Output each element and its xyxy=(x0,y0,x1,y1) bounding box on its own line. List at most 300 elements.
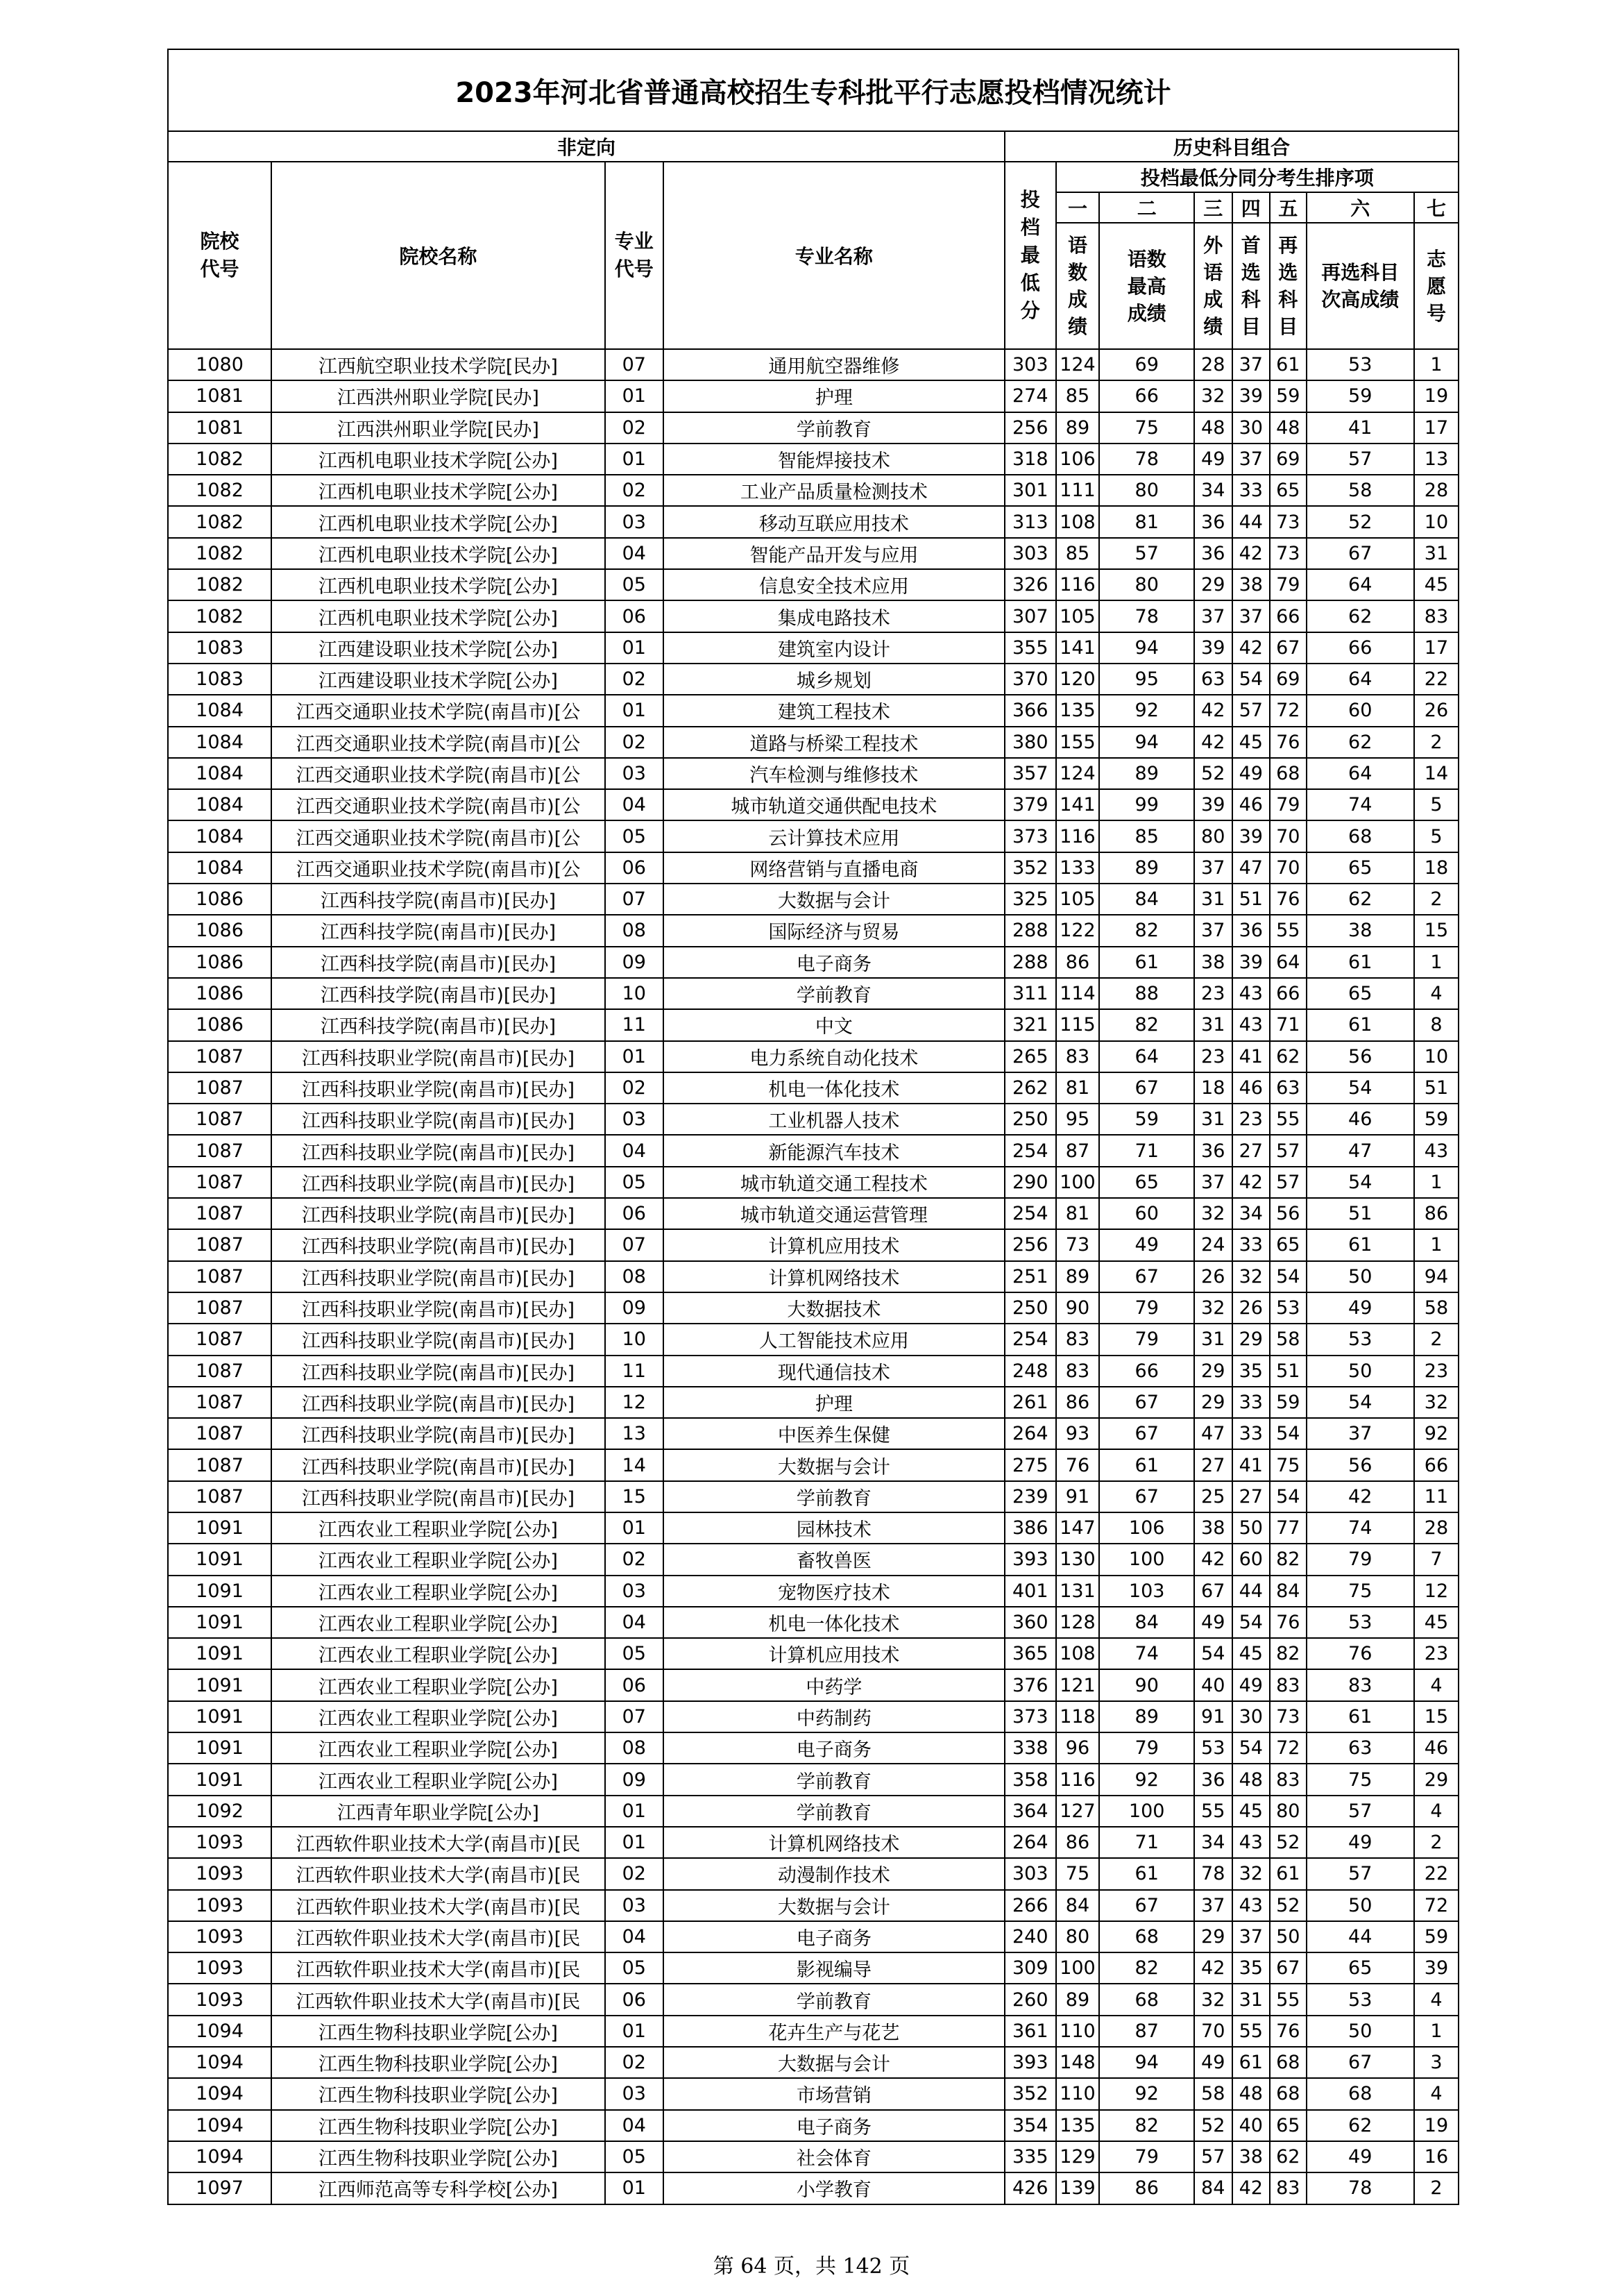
preference-number: 14 xyxy=(1414,758,1459,789)
major-code: 01 xyxy=(605,380,663,412)
major-name: 计算机应用技术 xyxy=(663,1229,1005,1260)
chinese-math-highest: 82 xyxy=(1099,915,1193,946)
chinese-math-highest: 84 xyxy=(1099,884,1193,915)
second-choice-score: 79 xyxy=(1270,789,1306,820)
min-score: 426 xyxy=(1005,2172,1055,2204)
first-choice-score: 49 xyxy=(1232,1669,1271,1700)
major-name: 智能焊接技术 xyxy=(663,444,1005,475)
table-row xyxy=(168,1512,1459,1544)
first-choice-score: 33 xyxy=(1232,1387,1271,1418)
min-score: 309 xyxy=(1005,1952,1055,1984)
major-name: 城乡规划 xyxy=(663,664,1005,695)
table-row xyxy=(168,1261,1459,1292)
chinese-math-highest: 82 xyxy=(1099,2110,1193,2141)
school-name: 江西机电职业技术学院[公办] xyxy=(271,444,605,475)
major-code: 01 xyxy=(605,1796,663,1827)
second-choice-score: 77 xyxy=(1270,1512,1306,1544)
second-choice-score: 82 xyxy=(1270,1544,1306,1575)
second-choice-score: 62 xyxy=(1270,1041,1306,1072)
foreign-language-score: 38 xyxy=(1194,947,1232,978)
foreign-language-score: 53 xyxy=(1194,1732,1232,1764)
table-row xyxy=(168,1764,1459,1795)
school-code: 1084 xyxy=(168,727,271,758)
foreign-language-score: 42 xyxy=(1194,695,1232,726)
school-code: 1084 xyxy=(168,695,271,726)
school-code: 1087 xyxy=(168,1261,271,1292)
chinese-math-score: 116 xyxy=(1056,1764,1100,1795)
second-choice-score: 61 xyxy=(1270,1858,1306,1889)
second-choice-score: 83 xyxy=(1270,1669,1306,1700)
preference-number: 7 xyxy=(1414,1544,1459,1575)
chinese-math-score: 110 xyxy=(1056,2078,1100,2109)
preference-number: 28 xyxy=(1414,475,1459,506)
chinese-math-highest: 49 xyxy=(1099,1229,1193,1260)
table-row xyxy=(168,1387,1459,1418)
min-score: 307 xyxy=(1005,600,1055,632)
table-row xyxy=(168,2110,1459,2141)
first-choice-score: 43 xyxy=(1232,1827,1271,1858)
chinese-math-score: 89 xyxy=(1056,1984,1100,2015)
major-name: 花卉生产与花艺 xyxy=(663,2016,1005,2047)
second-choice-score: 54 xyxy=(1270,1418,1306,1449)
school-name: 江西建设职业技术学院[公办] xyxy=(271,632,605,664)
foreign-language-score: 49 xyxy=(1194,1607,1232,1638)
major-name: 动漫制作技术 xyxy=(663,1858,1005,1889)
section-non-directed: 非定向 xyxy=(168,131,1005,162)
major-name: 学前教育 xyxy=(663,412,1005,444)
table-row xyxy=(168,1229,1459,1260)
school-name: 江西软件职业技术大学(南昌市)[民 xyxy=(271,1984,605,2015)
second-choice-score: 73 xyxy=(1270,1701,1306,1732)
second-subject-next-high: 41 xyxy=(1307,412,1414,444)
min-score: 373 xyxy=(1005,1701,1055,1732)
foreign-language-score: 54 xyxy=(1194,1638,1232,1669)
school-name: 江西交通职业技术学院(南昌市)[公 xyxy=(271,852,605,884)
min-score: 303 xyxy=(1005,349,1055,380)
first-choice-score: 57 xyxy=(1232,695,1271,726)
major-code: 06 xyxy=(605,1984,663,2015)
second-choice-score: 67 xyxy=(1270,632,1306,664)
major-name: 市场营销 xyxy=(663,2078,1005,2109)
first-choice-score: 34 xyxy=(1232,1198,1271,1229)
first-choice-score: 38 xyxy=(1232,569,1271,600)
min-score: 254 xyxy=(1005,1198,1055,1229)
min-score: 393 xyxy=(1005,2047,1055,2078)
school-code: 1086 xyxy=(168,915,271,946)
school-name: 江西软件职业技术大学(南昌市)[民 xyxy=(271,1921,605,1952)
preference-number: 4 xyxy=(1414,2078,1459,2109)
first-choice-score: 61 xyxy=(1232,2047,1271,2078)
second-subject-next-high: 83 xyxy=(1307,1669,1414,1700)
chinese-math-highest: 89 xyxy=(1099,852,1193,884)
header-tiebreak-group: 投档最低分同分考生排序项 xyxy=(1056,162,1459,192)
first-choice-score: 39 xyxy=(1232,380,1271,412)
table-row xyxy=(168,2016,1459,2047)
school-name: 江西农业工程职业学院[公办] xyxy=(271,1764,605,1795)
chinese-math-score: 108 xyxy=(1056,1638,1100,1669)
school-code: 1081 xyxy=(168,380,271,412)
foreign-language-score: 39 xyxy=(1194,632,1232,664)
table-row xyxy=(168,1041,1459,1072)
major-name: 大数据技术 xyxy=(663,1292,1005,1324)
second-choice-score: 55 xyxy=(1270,915,1306,946)
first-choice-score: 45 xyxy=(1232,1638,1271,1669)
chinese-math-score: 81 xyxy=(1056,1198,1100,1229)
second-choice-score: 65 xyxy=(1270,1229,1306,1260)
school-name: 江西交通职业技术学院(南昌市)[公 xyxy=(271,727,605,758)
table-row xyxy=(168,444,1459,475)
school-code: 1082 xyxy=(168,569,271,600)
table-row xyxy=(168,1732,1459,1764)
school-code: 1094 xyxy=(168,2078,271,2109)
min-score: 335 xyxy=(1005,2141,1055,2172)
foreign-language-score: 42 xyxy=(1194,727,1232,758)
school-name: 江西农业工程职业学院[公办] xyxy=(271,1669,605,1700)
chinese-math-score: 128 xyxy=(1056,1607,1100,1638)
header-rank-5: 五 xyxy=(1270,192,1306,223)
school-code: 1097 xyxy=(168,2172,271,2204)
first-choice-score: 44 xyxy=(1232,506,1271,537)
first-choice-score: 45 xyxy=(1232,727,1271,758)
table-row xyxy=(168,1607,1459,1638)
header-rank-1: 一 xyxy=(1056,192,1100,223)
major-code: 07 xyxy=(605,1229,663,1260)
table-row xyxy=(168,1796,1459,1827)
major-name: 电子商务 xyxy=(663,947,1005,978)
major-code: 02 xyxy=(605,412,663,444)
chinese-math-highest: 85 xyxy=(1099,820,1193,852)
chinese-math-highest: 94 xyxy=(1099,632,1193,664)
table-row xyxy=(168,1449,1459,1480)
second-choice-score: 50 xyxy=(1270,1921,1306,1952)
header-major-name: 专业名称 xyxy=(663,162,1005,349)
table-row xyxy=(168,820,1459,852)
min-score: 264 xyxy=(1005,1418,1055,1449)
second-subject-next-high: 68 xyxy=(1307,2078,1414,2109)
min-score: 357 xyxy=(1005,758,1055,789)
second-subject-next-high: 74 xyxy=(1307,789,1414,820)
school-name: 江西科技学院(南昌市)[民办] xyxy=(271,947,605,978)
second-subject-next-high: 75 xyxy=(1307,1576,1414,1607)
preference-number: 32 xyxy=(1414,1387,1459,1418)
foreign-language-score: 27 xyxy=(1194,1449,1232,1480)
chinese-math-highest: 66 xyxy=(1099,380,1193,412)
major-code: 14 xyxy=(605,1449,663,1480)
major-name: 护理 xyxy=(663,1387,1005,1418)
table-row xyxy=(168,1669,1459,1700)
second-choice-score: 62 xyxy=(1270,2141,1306,2172)
foreign-language-score: 42 xyxy=(1194,1952,1232,1984)
section-history-subjects: 历史科目组合 xyxy=(1005,131,1459,162)
school-name: 江西科技职业学院(南昌市)[民办] xyxy=(271,1229,605,1260)
school-code: 1091 xyxy=(168,1732,271,1764)
major-name: 机电一体化技术 xyxy=(663,1607,1005,1638)
first-choice-score: 31 xyxy=(1232,1984,1271,2015)
table-row xyxy=(168,538,1459,569)
header-second-subject-next-high: 再选科目 次高成绩 xyxy=(1307,223,1414,349)
second-subject-next-high: 65 xyxy=(1307,978,1414,1009)
header-chinese-math-highest: 语数 最高 成绩 xyxy=(1099,223,1193,349)
second-choice-score: 54 xyxy=(1270,1261,1306,1292)
major-code: 06 xyxy=(605,1198,663,1229)
major-name: 中药制药 xyxy=(663,1701,1005,1732)
chinese-math-score: 129 xyxy=(1056,2141,1100,2172)
table-row xyxy=(168,475,1459,506)
preference-number: 15 xyxy=(1414,915,1459,946)
preference-number: 4 xyxy=(1414,1796,1459,1827)
second-choice-score: 61 xyxy=(1270,349,1306,380)
min-score: 364 xyxy=(1005,1796,1055,1827)
school-code: 1081 xyxy=(168,412,271,444)
school-code: 1083 xyxy=(168,632,271,664)
major-code: 02 xyxy=(605,2047,663,2078)
school-code: 1084 xyxy=(168,852,271,884)
table-row xyxy=(168,758,1459,789)
major-name: 计算机应用技术 xyxy=(663,1638,1005,1669)
chinese-math-score: 86 xyxy=(1056,947,1100,978)
school-code: 1087 xyxy=(168,1041,271,1072)
first-choice-score: 41 xyxy=(1232,1449,1271,1480)
major-name: 学前教育 xyxy=(663,1984,1005,2015)
header-rank-4: 四 xyxy=(1232,192,1271,223)
foreign-language-score: 37 xyxy=(1194,1890,1232,1921)
school-code: 1082 xyxy=(168,600,271,632)
major-code: 04 xyxy=(605,1921,663,1952)
preference-number: 22 xyxy=(1414,664,1459,695)
major-name: 中医养生保健 xyxy=(663,1418,1005,1449)
school-name: 江西科技职业学院(南昌市)[民办] xyxy=(271,1198,605,1229)
table-row xyxy=(168,1921,1459,1952)
foreign-language-score: 57 xyxy=(1194,2141,1232,2172)
header-foreign-language-score: 外 语 成 绩 xyxy=(1194,223,1232,349)
major-name: 学前教育 xyxy=(663,1481,1005,1512)
foreign-language-score: 52 xyxy=(1194,758,1232,789)
major-code: 05 xyxy=(605,569,663,600)
min-score: 373 xyxy=(1005,820,1055,852)
first-choice-score: 26 xyxy=(1232,1292,1271,1324)
school-code: 1091 xyxy=(168,1701,271,1732)
school-name: 江西机电职业技术学院[公办] xyxy=(271,475,605,506)
school-code: 1082 xyxy=(168,475,271,506)
school-code: 1087 xyxy=(168,1167,271,1198)
chinese-math-highest: 88 xyxy=(1099,978,1193,1009)
chinese-math-score: 141 xyxy=(1056,632,1100,664)
first-choice-score: 47 xyxy=(1232,852,1271,884)
second-subject-next-high: 56 xyxy=(1307,1041,1414,1072)
major-code: 06 xyxy=(605,1669,663,1700)
school-name: 江西科技学院(南昌市)[民办] xyxy=(271,884,605,915)
school-name: 江西科技职业学院(南昌市)[民办] xyxy=(271,1387,605,1418)
table-row xyxy=(168,1827,1459,1858)
foreign-language-score: 29 xyxy=(1194,1921,1232,1952)
major-code: 02 xyxy=(605,1544,663,1575)
first-choice-score: 43 xyxy=(1232,1890,1271,1921)
major-name: 电子商务 xyxy=(663,1732,1005,1764)
second-choice-score: 68 xyxy=(1270,758,1306,789)
major-name: 道路与桥梁工程技术 xyxy=(663,727,1005,758)
header-second-choice-subject: 再 选 科 目 xyxy=(1270,223,1306,349)
foreign-language-score: 58 xyxy=(1194,2078,1232,2109)
second-choice-score: 66 xyxy=(1270,978,1306,1009)
foreign-language-score: 47 xyxy=(1194,1418,1232,1449)
chinese-math-score: 121 xyxy=(1056,1669,1100,1700)
major-code: 06 xyxy=(605,600,663,632)
school-code: 1086 xyxy=(168,978,271,1009)
major-name: 大数据与会计 xyxy=(663,884,1005,915)
chinese-math-highest: 100 xyxy=(1099,1796,1193,1827)
chinese-math-highest: 61 xyxy=(1099,947,1193,978)
first-choice-score: 27 xyxy=(1232,1135,1271,1166)
chinese-math-score: 106 xyxy=(1056,444,1100,475)
preference-number: 3 xyxy=(1414,2047,1459,2078)
preference-number: 8 xyxy=(1414,1009,1459,1040)
second-choice-score: 66 xyxy=(1270,600,1306,632)
school-code: 1092 xyxy=(168,1796,271,1827)
chinese-math-score: 81 xyxy=(1056,1072,1100,1104)
second-choice-score: 72 xyxy=(1270,695,1306,726)
second-choice-score: 67 xyxy=(1270,1952,1306,1984)
second-subject-next-high: 66 xyxy=(1307,632,1414,664)
second-choice-score: 56 xyxy=(1270,1198,1306,1229)
chinese-math-highest: 78 xyxy=(1099,444,1193,475)
second-choice-score: 53 xyxy=(1270,1292,1306,1324)
foreign-language-score: 36 xyxy=(1194,538,1232,569)
second-subject-next-high: 50 xyxy=(1307,2016,1414,2047)
school-code: 1091 xyxy=(168,1576,271,1607)
first-choice-score: 54 xyxy=(1232,1732,1271,1764)
second-choice-score: 69 xyxy=(1270,664,1306,695)
school-name: 江西交通职业技术学院(南昌市)[公 xyxy=(271,820,605,852)
major-code: 02 xyxy=(605,727,663,758)
school-code: 1084 xyxy=(168,820,271,852)
min-score: 261 xyxy=(1005,1387,1055,1418)
major-name: 计算机网络技术 xyxy=(663,1261,1005,1292)
major-code: 01 xyxy=(605,2016,663,2047)
preference-number: 2 xyxy=(1414,1827,1459,1858)
school-name: 江西农业工程职业学院[公办] xyxy=(271,1544,605,1575)
school-code: 1087 xyxy=(168,1324,271,1355)
preference-number: 17 xyxy=(1414,412,1459,444)
chinese-math-highest: 74 xyxy=(1099,1638,1193,1669)
second-subject-next-high: 46 xyxy=(1307,1104,1414,1135)
chinese-math-highest: 57 xyxy=(1099,538,1193,569)
second-subject-next-high: 62 xyxy=(1307,2110,1414,2141)
school-name: 江西洪州职业学院[民办] xyxy=(271,412,605,444)
table-row xyxy=(168,947,1459,978)
header-first-choice-subject: 首 选 科 目 xyxy=(1232,223,1271,349)
table-row xyxy=(168,1544,1459,1575)
second-subject-next-high: 58 xyxy=(1307,475,1414,506)
second-subject-next-high: 60 xyxy=(1307,695,1414,726)
table-row xyxy=(168,727,1459,758)
first-choice-score: 46 xyxy=(1232,789,1271,820)
school-code: 1087 xyxy=(168,1449,271,1480)
school-code: 1094 xyxy=(168,2141,271,2172)
foreign-language-score: 37 xyxy=(1194,915,1232,946)
first-choice-score: 54 xyxy=(1232,1607,1271,1638)
preference-number: 94 xyxy=(1414,1261,1459,1292)
foreign-language-score: 31 xyxy=(1194,1009,1232,1040)
first-choice-score: 42 xyxy=(1232,2172,1271,2204)
chinese-math-highest: 67 xyxy=(1099,1418,1193,1449)
foreign-language-score: 29 xyxy=(1194,1387,1232,1418)
major-code: 04 xyxy=(605,538,663,569)
chinese-math-highest: 95 xyxy=(1099,664,1193,695)
header-major-code: 专业 代号 xyxy=(605,162,663,349)
school-code: 1087 xyxy=(168,1292,271,1324)
school-code: 1087 xyxy=(168,1072,271,1104)
first-choice-score: 37 xyxy=(1232,349,1271,380)
major-name: 电力系统自动化技术 xyxy=(663,1041,1005,1072)
chinese-math-highest: 67 xyxy=(1099,1890,1193,1921)
preference-number: 72 xyxy=(1414,1890,1459,1921)
min-score: 321 xyxy=(1005,1009,1055,1040)
second-choice-score: 59 xyxy=(1270,1387,1306,1418)
chinese-math-highest: 94 xyxy=(1099,727,1193,758)
major-name: 小学教育 xyxy=(663,2172,1005,2204)
preference-number: 19 xyxy=(1414,380,1459,412)
preference-number: 59 xyxy=(1414,1104,1459,1135)
first-choice-score: 37 xyxy=(1232,1921,1271,1952)
min-score: 288 xyxy=(1005,915,1055,946)
school-name: 江西交通职业技术学院(南昌市)[公 xyxy=(271,695,605,726)
chinese-math-score: 155 xyxy=(1056,727,1100,758)
table-row xyxy=(168,1890,1459,1921)
table-row xyxy=(168,1009,1459,1040)
second-subject-next-high: 67 xyxy=(1307,2047,1414,2078)
major-name: 学前教育 xyxy=(663,978,1005,1009)
preference-number: 92 xyxy=(1414,1418,1459,1449)
major-name: 影视编导 xyxy=(663,1952,1005,1984)
min-score: 358 xyxy=(1005,1764,1055,1795)
chinese-math-score: 110 xyxy=(1056,2016,1100,2047)
major-name: 智能产品开发与应用 xyxy=(663,538,1005,569)
min-score: 393 xyxy=(1005,1544,1055,1575)
foreign-language-score: 38 xyxy=(1194,1512,1232,1544)
school-code: 1084 xyxy=(168,758,271,789)
chinese-math-highest: 67 xyxy=(1099,1387,1193,1418)
preference-number: 28 xyxy=(1414,1512,1459,1544)
second-subject-next-high: 54 xyxy=(1307,1167,1414,1198)
second-choice-score: 68 xyxy=(1270,2047,1306,2078)
school-code: 1093 xyxy=(168,1890,271,1921)
school-name: 江西科技职业学院(南昌市)[民办] xyxy=(271,1041,605,1072)
major-name: 人工智能技术应用 xyxy=(663,1324,1005,1355)
foreign-language-score: 36 xyxy=(1194,506,1232,537)
table-row xyxy=(168,1701,1459,1732)
school-code: 1087 xyxy=(168,1418,271,1449)
preference-number: 51 xyxy=(1414,1072,1459,1104)
table-row xyxy=(168,1135,1459,1166)
foreign-language-score: 70 xyxy=(1194,2016,1232,2047)
second-subject-next-high: 49 xyxy=(1307,2141,1414,2172)
min-score: 401 xyxy=(1005,1576,1055,1607)
chinese-math-score: 76 xyxy=(1056,1449,1100,1480)
table-row xyxy=(168,1984,1459,2015)
preference-number: 18 xyxy=(1414,852,1459,884)
preference-number: 45 xyxy=(1414,1607,1459,1638)
chinese-math-highest: 61 xyxy=(1099,1858,1193,1889)
major-code: 01 xyxy=(605,2172,663,2204)
chinese-math-highest: 94 xyxy=(1099,2047,1193,2078)
first-choice-score: 44 xyxy=(1232,1576,1271,1607)
second-choice-score: 76 xyxy=(1270,727,1306,758)
preference-number: 15 xyxy=(1414,1701,1459,1732)
school-name: 江西洪州职业学院[民办] xyxy=(271,380,605,412)
second-choice-score: 84 xyxy=(1270,1576,1306,1607)
page-footer: 第 64 页，共 142 页 xyxy=(713,2254,910,2279)
first-choice-score: 40 xyxy=(1232,2110,1271,2141)
